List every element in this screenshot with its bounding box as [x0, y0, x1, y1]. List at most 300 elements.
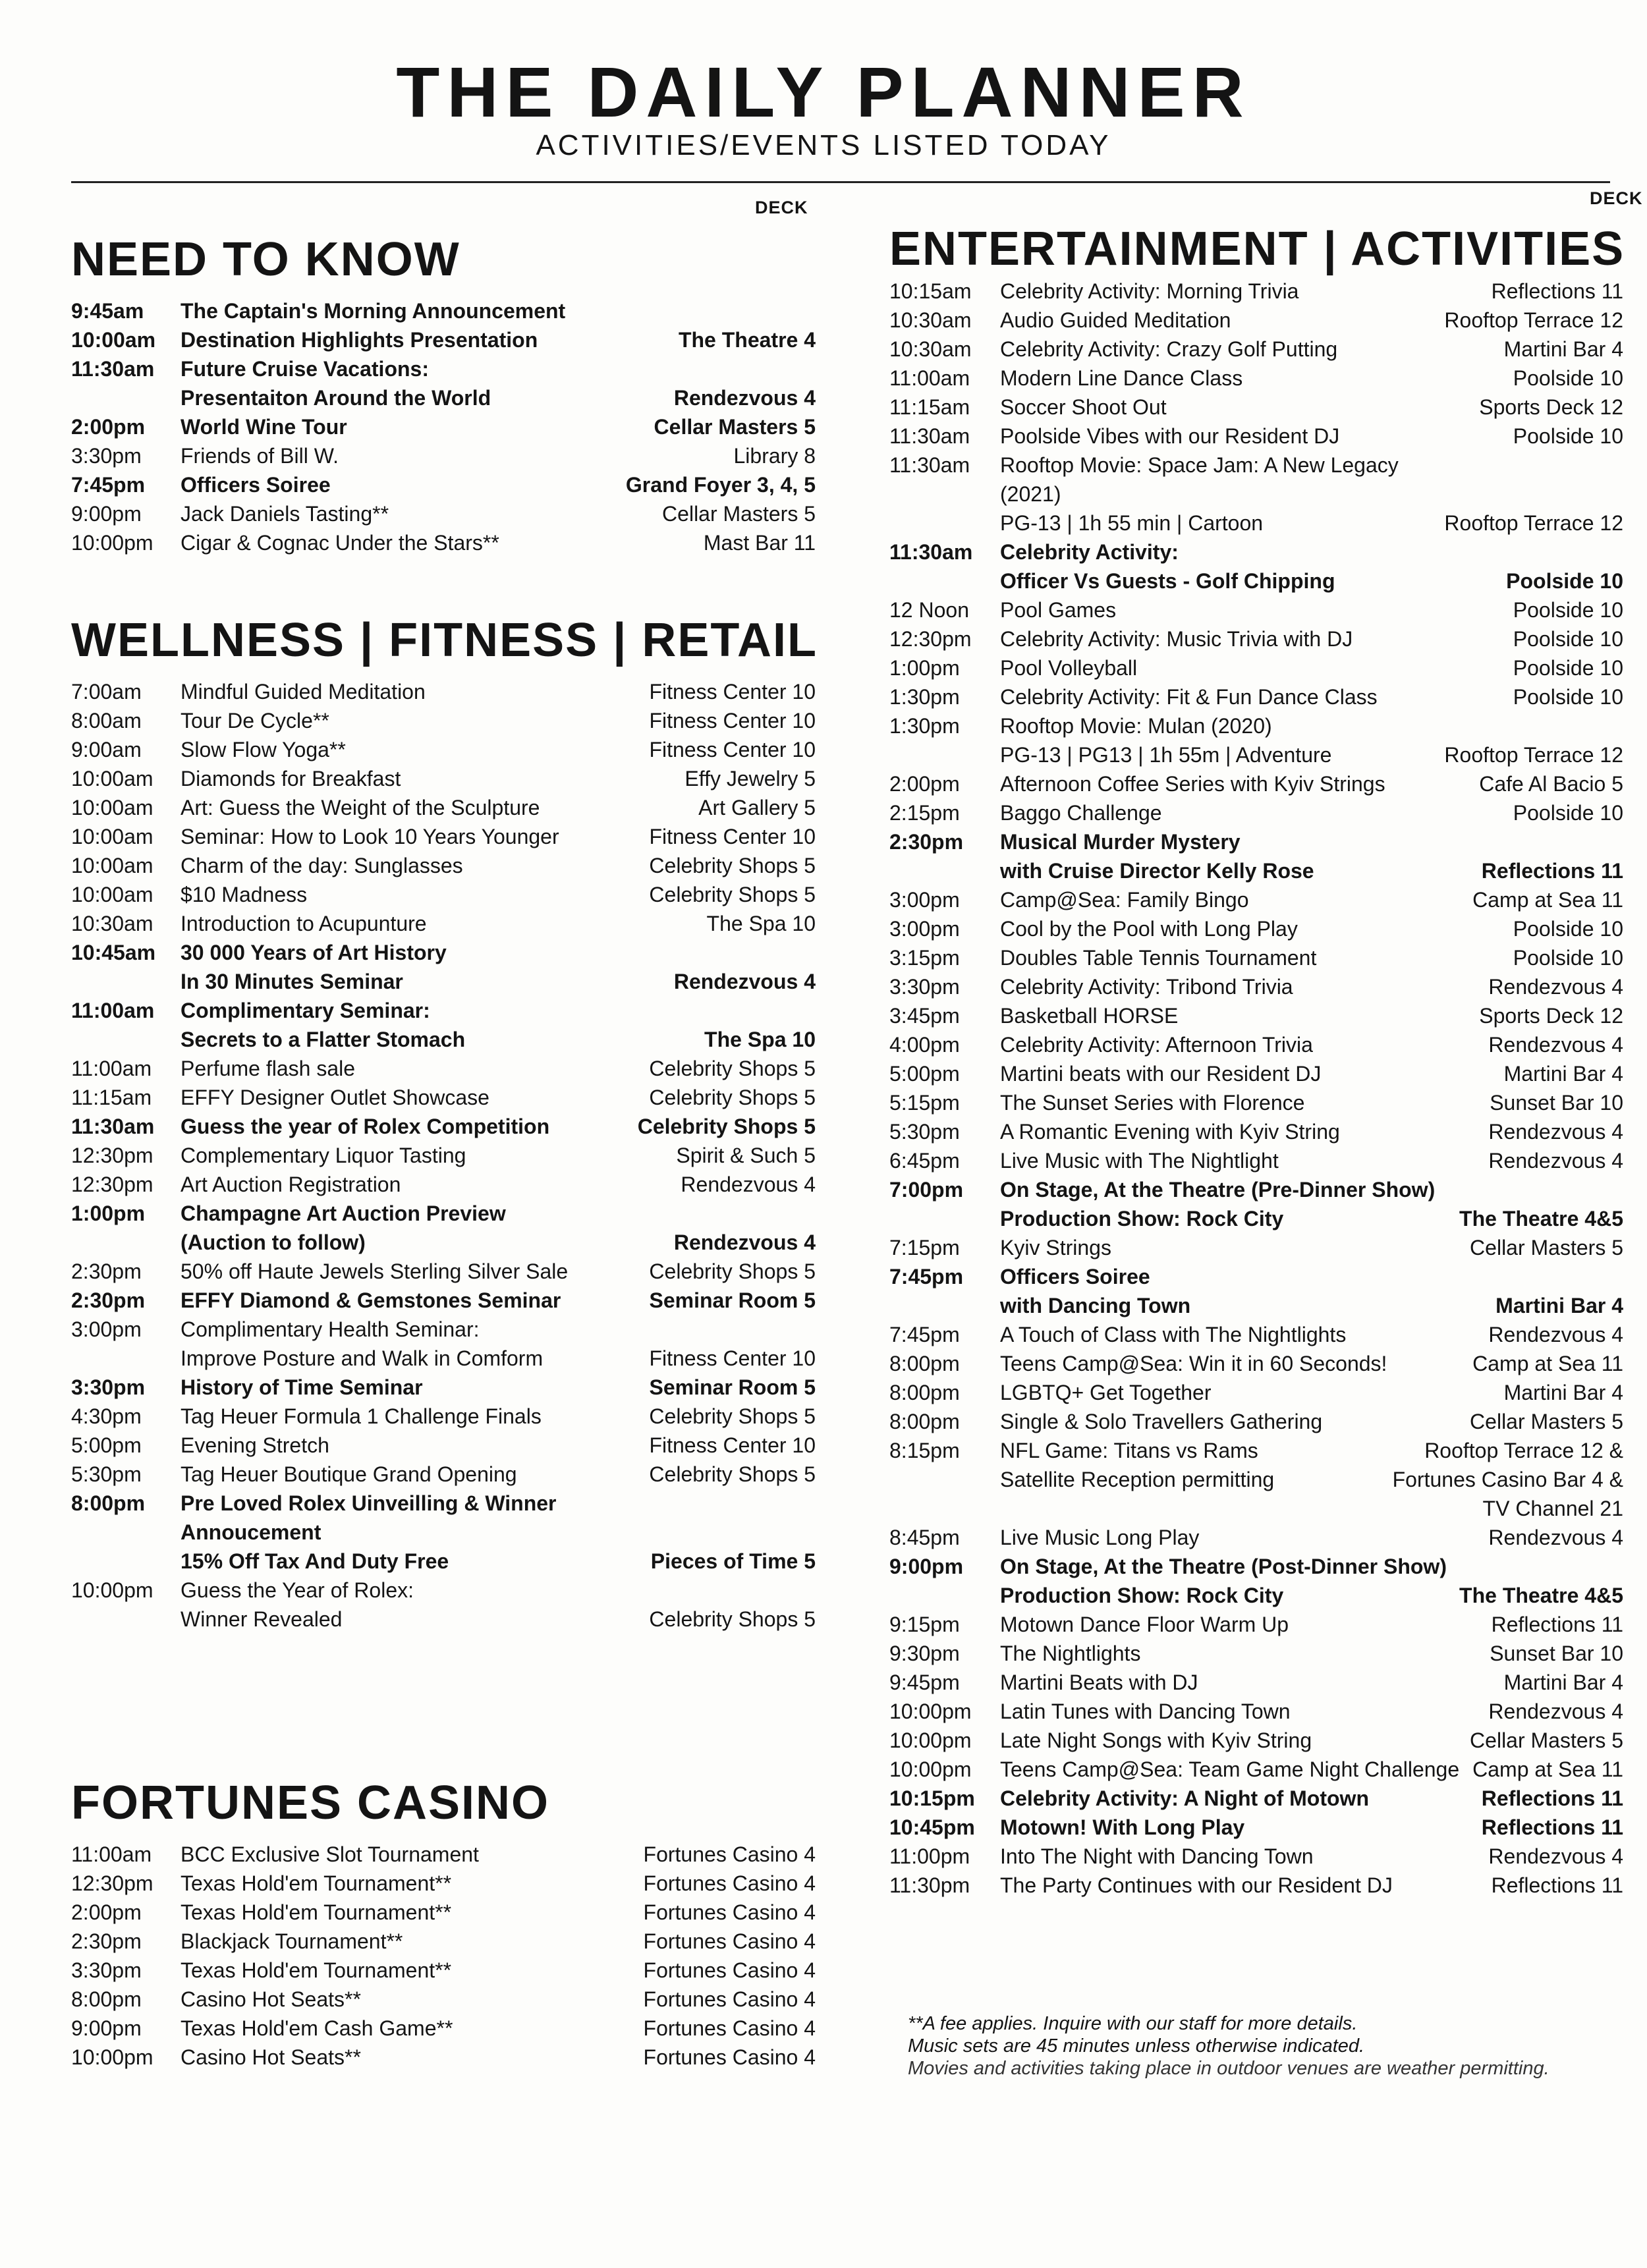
- event-location: Celebrity Shops 5: [649, 854, 816, 877]
- event-time: 8:00pm: [71, 1491, 146, 1515]
- event-name: Art Auction Registration: [181, 1173, 401, 1196]
- event-time: 11:15am: [889, 395, 970, 419]
- event-row: [71, 2043, 816, 2072]
- event-name: Mindful Guided Meditation: [181, 680, 426, 704]
- event-time: 10:00pm: [71, 1578, 154, 1602]
- event-name: Complimentary Seminar: Secrets to a Flatter Stomach: [181, 999, 466, 1051]
- footnote-weather: Movies and activities taking place in outdoor venues are weather permitting.: [908, 2058, 1549, 2079]
- event-row: [71, 880, 816, 909]
- event-row: [889, 393, 1623, 422]
- event-location: Rendezvous 4: [1488, 1844, 1623, 1868]
- page-title: THE DAILY PLANNER: [396, 52, 1251, 132]
- event-row: [71, 1315, 816, 1373]
- event-time: 11:30am: [71, 1115, 155, 1138]
- event-row: [71, 1927, 816, 1956]
- event-name: Guess the Year of Rolex: Winner Revealed: [181, 1578, 414, 1631]
- event-row: [889, 538, 1623, 595]
- event-location: Celebrity Shops 5: [649, 1259, 816, 1283]
- event-location: Fitness Center 10: [649, 1433, 816, 1457]
- event-name: Martini Beats with DJ: [1000, 1671, 1198, 1694]
- event-name: Tag Heuer Boutique Grand Opening: [181, 1462, 517, 1486]
- event-time: 2:00pm: [71, 1900, 142, 1924]
- event-row: [889, 364, 1623, 393]
- event-name: Future Cruise Vacations: Presentaiton Around the World: [181, 357, 491, 410]
- event-time: 3:30pm: [71, 1958, 142, 1982]
- event-time: 11:00pm: [889, 1844, 970, 1868]
- event-time: 9:00pm: [71, 2016, 142, 2040]
- event-location: Seminar Room 5: [649, 1288, 816, 1312]
- event-name: Slow Flow Yoga**: [181, 738, 346, 761]
- event-name: Camp@Sea: Family Bingo: [1000, 888, 1249, 912]
- event-location: Cellar Masters 5: [1470, 1236, 1623, 1259]
- event-row: [889, 1436, 1623, 1523]
- event-time: 9:45pm: [889, 1671, 960, 1694]
- event-row: [889, 1088, 1623, 1117]
- event-location: Reflections 11: [1491, 279, 1623, 303]
- event-row: [71, 1431, 816, 1460]
- event-location: Sports Deck 12: [1479, 395, 1623, 419]
- event-row: [889, 1117, 1623, 1146]
- event-row: [889, 653, 1623, 682]
- event-location: Reflections 11: [1481, 1815, 1623, 1839]
- event-location: Fortunes Casino 4: [643, 1958, 816, 1982]
- event-location: Sunset Bar 10: [1490, 1642, 1623, 1665]
- event-name: Into The Night with Dancing Town: [1000, 1844, 1314, 1868]
- event-row: [889, 885, 1623, 914]
- event-time: 10:00am: [71, 328, 156, 352]
- event-location: The Theatre 4&5: [1459, 1584, 1623, 1607]
- event-location: Rendezvous 4: [1488, 1526, 1623, 1549]
- event-name: Live Music with The Nightlight: [1000, 1149, 1279, 1173]
- event-location: Grand Foyer 3, 4, 5: [625, 473, 816, 497]
- event-name: Officers Soiree with Dancing Town: [1000, 1265, 1191, 1317]
- event-row: [889, 1842, 1623, 1871]
- event-time: 11:00am: [71, 1057, 152, 1080]
- event-row: [71, 1286, 816, 1315]
- event-name: Guess the year of Rolex Competition: [181, 1115, 550, 1138]
- event-row: [889, 914, 1623, 943]
- event-location: The Spa 10: [706, 912, 816, 935]
- section-title: WELLNESS | FITNESS | RETAIL: [71, 614, 818, 667]
- event-time: 11:15am: [71, 1086, 152, 1109]
- event-location: Reflections 11: [1491, 1873, 1623, 1897]
- event-row: [71, 1257, 816, 1286]
- event-location: Rendezvous 4: [1488, 1033, 1623, 1057]
- event-row: [71, 677, 816, 706]
- event-row: [71, 1170, 816, 1199]
- event-time: 12:30pm: [71, 1871, 154, 1895]
- event-time: 8:45pm: [889, 1526, 960, 1549]
- event-location: Rooftop Terrace 12: [1444, 308, 1623, 332]
- event-name: Afternoon Coffee Series with Kyiv Strings: [1000, 772, 1385, 796]
- event-time: 2:30pm: [889, 830, 964, 854]
- event-time: 10:45pm: [889, 1815, 975, 1839]
- event-location: Celebrity Shops 5: [649, 883, 816, 906]
- event-row: [889, 1610, 1623, 1639]
- event-time: 11:00am: [71, 1842, 152, 1866]
- event-row: [71, 1054, 816, 1083]
- event-row: [889, 277, 1623, 306]
- event-location: Pieces of Time 5: [650, 1549, 816, 1573]
- event-name: Charm of the day: Sunglasses: [181, 854, 463, 877]
- event-location: Fortunes Casino 4: [643, 2016, 816, 2040]
- event-name: 30 000 Years of Art History In 30 Minutes Seminar: [181, 941, 447, 993]
- event-location: Camp at Sea 11: [1472, 1352, 1623, 1375]
- event-time: 7:00pm: [889, 1178, 964, 1202]
- event-name: Destination Highlights Presentation: [181, 328, 538, 352]
- event-row: [889, 422, 1623, 451]
- event-list: [71, 1840, 816, 2072]
- event-name: Texas Hold'em Tournament**: [181, 1871, 452, 1895]
- event-name: Complementary Liquor Tasting: [181, 1144, 466, 1167]
- event-location: Fortunes Casino 4: [643, 1900, 816, 1924]
- event-time: 5:15pm: [889, 1091, 960, 1115]
- event-time: 8:00pm: [889, 1410, 960, 1433]
- event-time: 9:00pm: [71, 502, 142, 526]
- event-name: Blackjack Tournament**: [181, 1929, 403, 1953]
- event-location: Celebrity Shops 5: [649, 1462, 816, 1486]
- event-location: Martini Bar 4: [1503, 1381, 1623, 1404]
- event-row: [889, 335, 1623, 364]
- event-name: On Stage, At the Theatre (Pre-Dinner Show) Production Show: Rock City: [1000, 1178, 1436, 1231]
- event-name: Latin Tunes with Dancing Town: [1000, 1700, 1291, 1723]
- event-time: 10:00am: [71, 825, 154, 848]
- event-time: 2:00pm: [71, 415, 146, 439]
- event-time: 11:00am: [889, 366, 970, 390]
- event-time: 10:00pm: [71, 531, 154, 555]
- event-location: Fitness Center 10: [649, 709, 816, 733]
- event-location: Rendezvous 4: [1488, 1149, 1623, 1173]
- event-row: [71, 822, 816, 851]
- event-row: [71, 1869, 816, 1898]
- event-name: EFFY Diamond & Gemstones Seminar: [181, 1288, 561, 1312]
- event-row: [889, 1030, 1623, 1059]
- footnote-music-sets: Music sets are 45 minutes unless otherwise indicated.: [908, 2035, 1365, 2057]
- event-time: 8:00pm: [889, 1352, 960, 1375]
- section-wellness-fitness-retail: [71, 613, 816, 1634]
- event-row: [71, 735, 816, 764]
- event-name: Teens Camp@Sea: Team Game Night Challenge: [1000, 1757, 1460, 1781]
- event-time: 3:30pm: [889, 975, 960, 999]
- event-name: Rooftop Movie: Mulan (2020) PG-13 | PG13 | 1h 55m | Adventure: [1000, 714, 1332, 767]
- event-row: [71, 851, 816, 880]
- event-name: Celebrity Activity: Officer Vs Guests - Golf Chipping: [1000, 540, 1335, 593]
- event-name: 50% off Haute Jewels Sterling Silver Sale: [181, 1259, 569, 1283]
- event-time: 9:15pm: [889, 1613, 960, 1636]
- event-row: [889, 1349, 1623, 1378]
- event-time: 11:30am: [889, 540, 973, 564]
- section-title: FORTUNES CASINO: [71, 1777, 550, 1829]
- event-row: [71, 499, 816, 528]
- event-name: Doubles Table Tennis Tournament: [1000, 946, 1317, 970]
- event-location: Poolside 10: [1513, 627, 1623, 651]
- event-location: Sports Deck 12: [1479, 1004, 1623, 1028]
- event-name: Single & Solo Travellers Gathering: [1000, 1410, 1323, 1433]
- event-location: Rendezvous 4: [1488, 1700, 1623, 1723]
- event-name: Modern Line Dance Class: [1000, 366, 1243, 390]
- event-name: Late Night Songs with Kyiv String: [1000, 1729, 1312, 1752]
- section-need-to-know: [71, 232, 816, 557]
- footnotes: [908, 2012, 1549, 2080]
- event-location: Fitness Center 10: [649, 680, 816, 704]
- event-time: 12:30pm: [71, 1144, 154, 1167]
- event-time: 11:00am: [71, 999, 155, 1022]
- event-time: 2:15pm: [889, 801, 960, 825]
- event-location: Rendezvous 4: [673, 1231, 816, 1254]
- event-name: Cigar & Cognac Under the Stars**: [181, 531, 499, 555]
- event-row: [71, 1840, 816, 1869]
- event-name: Kyiv Strings: [1000, 1236, 1111, 1259]
- event-location: Library 8: [733, 444, 816, 468]
- event-row: [889, 1262, 1623, 1320]
- event-row: [71, 1460, 816, 1489]
- event-name: Celebrity Activity: Fit & Fun Dance Class: [1000, 685, 1378, 709]
- event-location: Celebrity Shops 5: [649, 1607, 816, 1631]
- event-time: 11:30am: [889, 424, 970, 448]
- event-name: Friends of Bill W.: [181, 444, 339, 468]
- event-row: [71, 528, 816, 557]
- event-name: Musical Murder Mystery with Cruise Director Kelly Rose: [1000, 830, 1314, 883]
- event-time: 10:00pm: [889, 1729, 972, 1752]
- event-name: On Stage, At the Theatre (Post-Dinner Show) Production Show: Rock City: [1000, 1555, 1447, 1607]
- event-name: Teens Camp@Sea: Win it in 60 Seconds!: [1000, 1352, 1387, 1375]
- event-row: [889, 1320, 1623, 1349]
- event-time: 8:15pm: [889, 1439, 960, 1462]
- event-name: Casino Hot Seats**: [181, 2045, 361, 2069]
- event-row: [889, 1233, 1623, 1262]
- event-name: Baggo Challenge: [1000, 801, 1162, 825]
- event-name: Celebrity Activity: Music Trivia with DJ: [1000, 627, 1353, 651]
- event-name: NFL Game: Titans vs Rams Satellite Reception permitting: [1000, 1439, 1275, 1491]
- event-row: [71, 1489, 816, 1576]
- event-name: Pool Games: [1000, 598, 1117, 622]
- event-location: Poolside 10: [1513, 685, 1623, 709]
- event-row: [889, 1378, 1623, 1407]
- event-time: 10:00am: [71, 883, 154, 906]
- section-title: ENTERTAINMENT | ACTIVITIES: [889, 223, 1625, 275]
- event-time: 4:30pm: [71, 1404, 142, 1428]
- event-name: Basketball HORSE: [1000, 1004, 1179, 1028]
- event-location: Celebrity Shops 5: [637, 1115, 816, 1138]
- event-name: Martini beats with our Resident DJ: [1000, 1062, 1322, 1086]
- event-location: Cellar Masters 5: [1470, 1410, 1623, 1433]
- event-row: [71, 441, 816, 470]
- event-time: 11:30am: [71, 357, 155, 381]
- event-name: EFFY Designer Outlet Showcase: [181, 1086, 489, 1109]
- event-row: [71, 2014, 816, 2043]
- event-name: Celebrity Activity: Afternoon Trivia: [1000, 1033, 1313, 1057]
- event-location: Poolside 10: [1513, 424, 1623, 448]
- event-name: Texas Hold'em Tournament**: [181, 1900, 452, 1924]
- event-time: 5:00pm: [71, 1433, 142, 1457]
- event-name: A Romantic Evening with Kyiv String: [1000, 1120, 1340, 1144]
- event-time: 2:00pm: [889, 772, 960, 796]
- event-location: Poolside 10: [1513, 801, 1623, 825]
- event-row: [889, 1755, 1623, 1784]
- event-location: Fitness Center 10: [649, 1346, 816, 1370]
- event-name: Tour De Cycle**: [181, 709, 329, 733]
- event-row: [71, 1985, 816, 2014]
- event-time: 9:30pm: [889, 1642, 960, 1665]
- event-name: Complimentary Health Seminar: Improve Posture and Walk in Comform: [181, 1317, 544, 1370]
- event-name: Texas Hold'em Cash Game**: [181, 2016, 453, 2040]
- event-name: LGBTQ+ Get Together: [1000, 1381, 1212, 1404]
- event-row: [889, 1697, 1623, 1726]
- event-name: Perfume flash sale: [181, 1057, 356, 1080]
- event-name: Cool by the Pool with Long Play: [1000, 917, 1298, 941]
- event-time: 9:00pm: [889, 1555, 964, 1578]
- event-location: Celebrity Shops 5: [649, 1404, 816, 1428]
- event-list: [889, 277, 1623, 1900]
- event-row: [889, 624, 1623, 653]
- event-name: Jack Daniels Tasting**: [181, 502, 389, 526]
- event-name: The Nightlights: [1000, 1642, 1141, 1665]
- event-row: [71, 470, 816, 499]
- event-row: [889, 1668, 1623, 1697]
- event-location: Rendezvous 4: [673, 970, 816, 993]
- event-location: The Theatre 4&5: [1459, 1207, 1623, 1231]
- event-location: Sunset Bar 10: [1490, 1091, 1623, 1115]
- event-name: Seminar: How to Look 10 Years Younger: [181, 825, 559, 848]
- event-time: 11:30am: [889, 453, 970, 477]
- event-location: Cafe Al Bacio 5: [1479, 772, 1623, 796]
- event-location: Spirit & Such 5: [676, 1144, 816, 1167]
- event-location: Reflections 11: [1491, 1613, 1623, 1636]
- event-row: [71, 1898, 816, 1927]
- event-row: [71, 996, 816, 1054]
- event-row: [889, 1813, 1623, 1842]
- event-name: Audio Guided Meditation: [1000, 308, 1231, 332]
- event-name: Tag Heuer Formula 1 Challenge Finals: [181, 1404, 542, 1428]
- event-location: Martini Bar 4: [1503, 1062, 1623, 1086]
- event-row: [71, 909, 816, 938]
- event-list: [71, 677, 816, 1634]
- event-time: 1:30pm: [889, 714, 960, 738]
- event-row: [889, 1175, 1623, 1233]
- event-location: Rendezvous 4: [673, 386, 816, 410]
- event-time: 10:00pm: [889, 1700, 972, 1723]
- event-name: The Party Continues with our Resident DJ: [1000, 1873, 1393, 1897]
- event-name: BCC Exclusive Slot Tournament: [181, 1842, 479, 1866]
- event-name: History of Time Seminar: [181, 1375, 423, 1399]
- footnote-fee: **A fee applies. Inquire with our staff for more details.: [908, 2013, 1358, 2034]
- event-row: [71, 1956, 816, 1985]
- event-location: Rendezvous 4: [681, 1173, 816, 1196]
- event-location: Poolside 10: [1513, 946, 1623, 970]
- event-time: 2:30pm: [71, 1288, 146, 1312]
- event-time: 3:00pm: [889, 917, 960, 941]
- event-time: 9:45am: [71, 299, 144, 323]
- header-divider: [71, 181, 1610, 183]
- event-row: [889, 943, 1623, 972]
- event-time: 10:00pm: [71, 2045, 154, 2069]
- event-row: [71, 1083, 816, 1112]
- event-row: [889, 1407, 1623, 1436]
- event-name: Live Music Long Play: [1000, 1526, 1200, 1549]
- event-name: Motown Dance Floor Warm Up: [1000, 1613, 1289, 1636]
- event-time: 8:00am: [71, 709, 142, 733]
- event-name: Art: Guess the Weight of the Sculpture: [181, 796, 540, 819]
- event-location: Fitness Center 10: [649, 738, 816, 761]
- event-row: [889, 1871, 1623, 1900]
- event-row: [889, 1726, 1623, 1755]
- event-row: [889, 1059, 1623, 1088]
- page-subtitle: ACTIVITIES/EVENTS LISTED TODAY: [536, 129, 1111, 161]
- event-location: Rendezvous 4: [1488, 975, 1623, 999]
- event-row: [71, 1576, 816, 1634]
- event-location: Poolside 10: [1506, 569, 1623, 593]
- event-name: Introduction to Acupunture: [181, 912, 427, 935]
- event-time: 1:00pm: [71, 1202, 146, 1225]
- deck-column-label-right: DECK: [1590, 188, 1643, 208]
- event-location: Martini Bar 4: [1495, 1294, 1623, 1317]
- event-time: 6:45pm: [889, 1149, 960, 1173]
- event-row: [71, 296, 816, 325]
- event-time: 3:15pm: [889, 946, 960, 970]
- event-time: 10:15am: [889, 279, 972, 303]
- event-location: Fortunes Casino 4: [643, 2045, 816, 2069]
- event-name: Evening Stretch: [181, 1433, 329, 1457]
- event-time: 3:00pm: [889, 888, 960, 912]
- event-row: [889, 1639, 1623, 1668]
- event-location: Effy Jewelry 5: [684, 767, 816, 790]
- event-time: 10:30am: [889, 337, 972, 361]
- event-location: The Spa 10: [704, 1028, 816, 1051]
- event-time: 4:00pm: [889, 1033, 960, 1057]
- event-location: Celebrity Shops 5: [649, 1057, 816, 1080]
- event-name: Soccer Shoot Out: [1000, 395, 1167, 419]
- event-location: Rooftop Terrace 12: [1444, 511, 1623, 535]
- event-row: [889, 769, 1623, 798]
- event-name: Pre Loved Rolex Uinveilling & Winner Annoucement 15% Off Tax And Duty Free: [181, 1491, 557, 1573]
- event-time: 1:00pm: [889, 656, 960, 680]
- event-time: 12:30pm: [889, 627, 972, 651]
- event-location: Poolside 10: [1513, 366, 1623, 390]
- event-name: Motown! With Long Play: [1000, 1815, 1245, 1839]
- event-location: Poolside 10: [1513, 598, 1623, 622]
- event-row: [71, 412, 816, 441]
- event-time: 3:30pm: [71, 1375, 146, 1399]
- event-time: 8:00pm: [889, 1381, 960, 1404]
- event-time: 5:00pm: [889, 1062, 960, 1086]
- event-location: The Theatre 4: [678, 328, 816, 352]
- event-time: 11:30pm: [889, 1873, 970, 1897]
- event-row: [889, 1552, 1623, 1610]
- event-name: Rooftop Movie: Space Jam: A New Legacy (2021) PG-13 | 1h 55 min | Cartoon: [1000, 453, 1399, 535]
- event-location: Seminar Room 5: [649, 1375, 816, 1399]
- event-row: [889, 682, 1623, 711]
- event-name: The Sunset Series with Florence: [1000, 1091, 1305, 1115]
- event-row: [71, 325, 816, 354]
- event-location: Cellar Masters 5: [654, 415, 816, 439]
- event-time: 7:00am: [71, 680, 142, 704]
- event-name: $10 Madness: [181, 883, 308, 906]
- event-time: 2:30pm: [71, 1929, 142, 1953]
- event-location: Art Gallery 5: [698, 796, 816, 819]
- event-row: [71, 764, 816, 793]
- event-time: 5:30pm: [889, 1120, 960, 1144]
- event-time: 3:00pm: [71, 1317, 142, 1341]
- event-name: Pool Volleyball: [1000, 656, 1138, 680]
- event-name: Officers Soiree: [181, 473, 331, 497]
- event-row: [71, 1402, 816, 1431]
- event-time: 3:30pm: [71, 444, 142, 468]
- event-time: 1:30pm: [889, 685, 960, 709]
- event-location: Fortunes Casino 4: [643, 1842, 816, 1866]
- event-row: [889, 306, 1623, 335]
- event-row: [71, 1373, 816, 1402]
- event-row: [889, 595, 1623, 624]
